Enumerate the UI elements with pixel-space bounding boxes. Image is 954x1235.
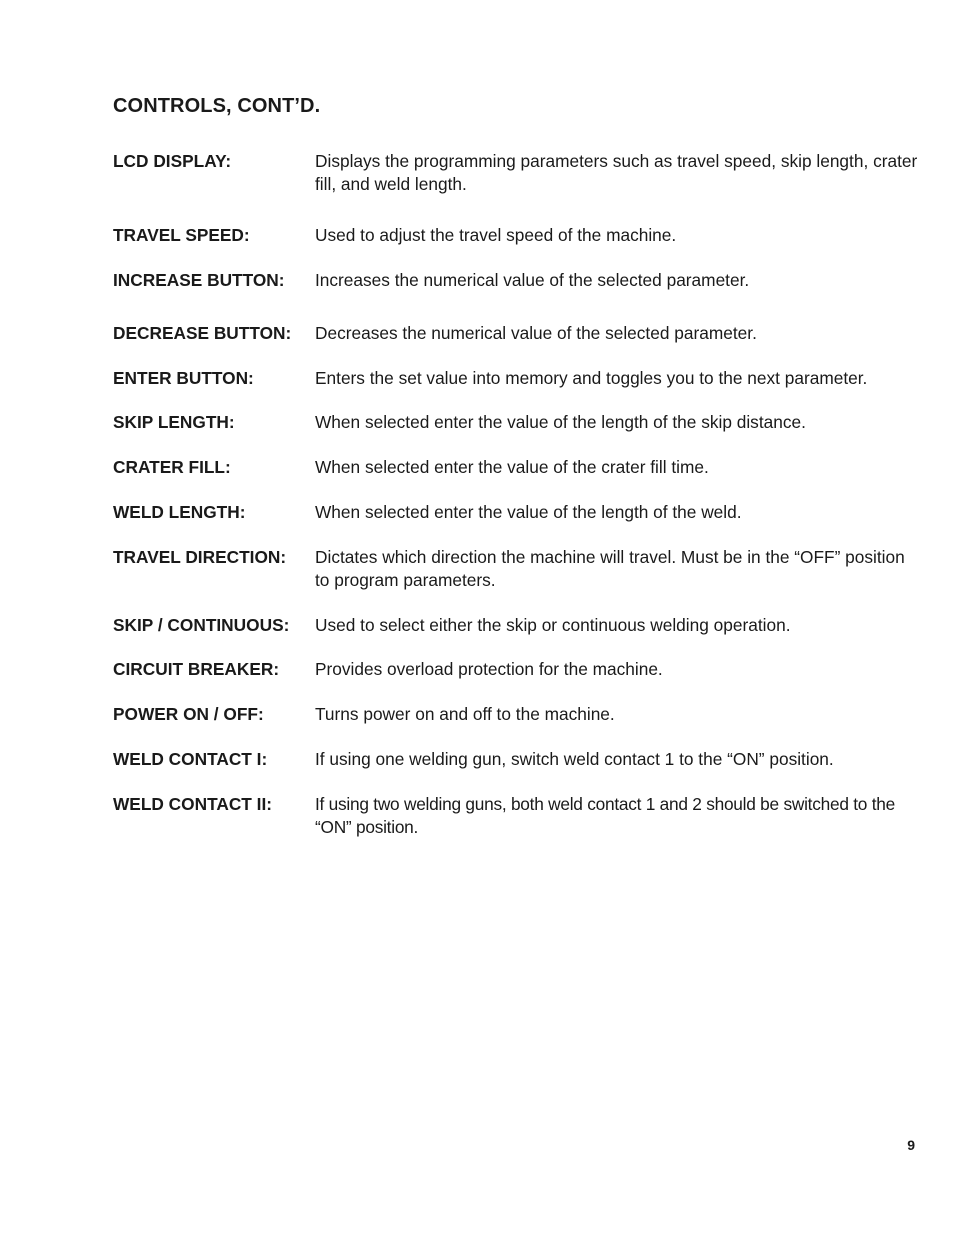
- control-term: SKIP LENGTH:: [113, 412, 235, 432]
- control-term: LCD DISPLAY:: [113, 151, 232, 171]
- control-term: ENTER BUTTON:: [113, 368, 254, 388]
- control-description: When selected enter the value of the length of the skip distance.: [315, 412, 806, 432]
- control-term: WELD CONTACT I:: [113, 749, 268, 769]
- control-description: Enters the set value into memory and toggles you to the next parameter.: [315, 368, 868, 388]
- control-description: When selected enter the value of the length of the weld.: [315, 502, 742, 522]
- control-description: When selected enter the value of the crater fill time.: [315, 457, 709, 477]
- control-description: Increases the numerical value of the selected parameter.: [315, 270, 750, 290]
- control-description: Provides overload protection for the machine.: [315, 659, 663, 679]
- control-term: TRAVEL SPEED:: [113, 225, 250, 245]
- control-term: CIRCUIT BREAKER:: [113, 659, 280, 679]
- control-term: WELD LENGTH:: [113, 502, 246, 522]
- control-description: Decreases the numerical value of the selected parameter.: [315, 323, 757, 343]
- control-term: CRATER FILL:: [113, 457, 231, 477]
- control-description: Turns power on and off to the machine.: [315, 704, 615, 724]
- control-description: If using one welding gun, switch weld contact 1 to the “ON” position.: [315, 749, 834, 769]
- page-title: CONTROLS, CONT’D.: [113, 95, 321, 117]
- control-term: POWER ON / OFF:: [113, 704, 264, 724]
- control-description: If using two welding guns, both weld contact 1 and 2 should be switched to the “ON” position.: [315, 794, 895, 837]
- control-term: WELD CONTACT II:: [113, 794, 273, 814]
- control-description: Used to select either the skip or continuous welding operation.: [315, 615, 791, 635]
- control-term: TRAVEL DIRECTION:: [113, 547, 287, 567]
- control-term: SKIP / CONTINUOUS:: [113, 615, 290, 635]
- page-number: 9: [907, 1137, 915, 1153]
- control-term: DECREASE BUTTON:: [113, 323, 292, 343]
- control-description: Dictates which direction the machine will travel. Must be in the “OFF” position to program parameters.: [315, 547, 905, 590]
- control-description: Displays the programming parameters such as travel speed, skip length, crater fill, and weld length.: [315, 151, 918, 194]
- control-description: Used to adjust the travel speed of the machine.: [315, 225, 677, 245]
- control-term: INCREASE BUTTON:: [113, 270, 285, 290]
